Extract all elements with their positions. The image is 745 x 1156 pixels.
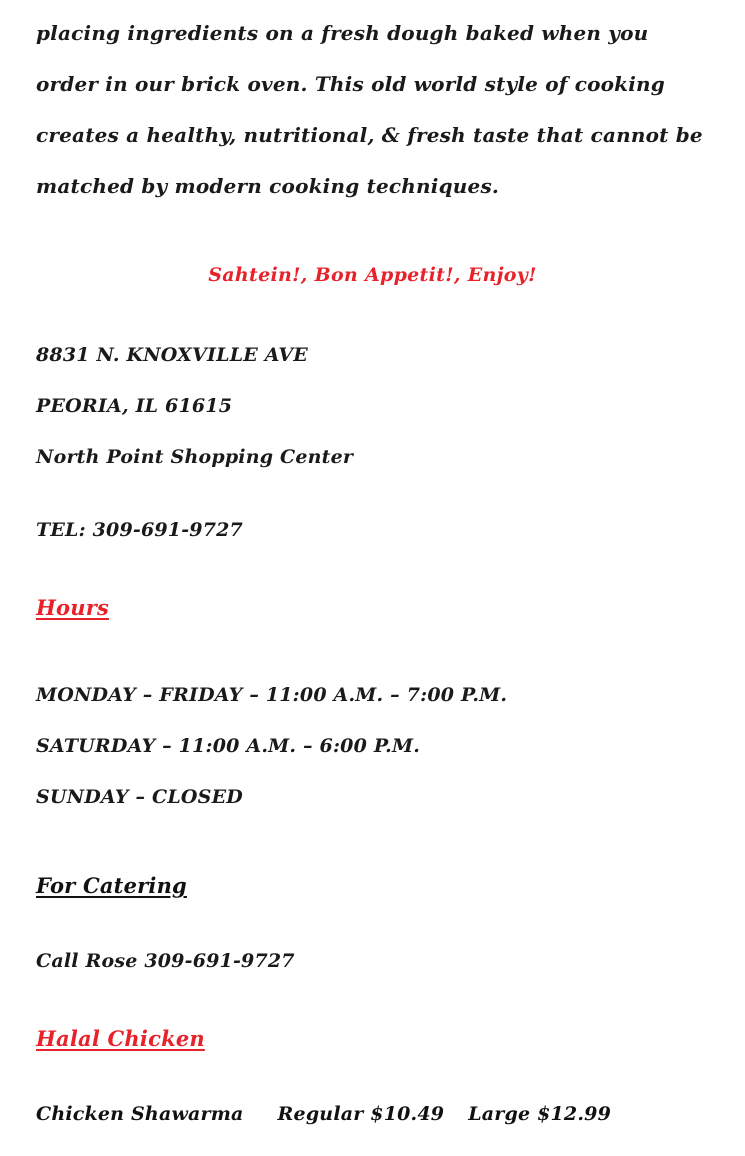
menu-item-price-large: Large $12.99 bbox=[468, 1103, 611, 1125]
hours-list bbox=[36, 620, 709, 823]
hours-line-sunday: SUNDAY – CLOSED bbox=[36, 786, 243, 808]
menu-item-price-regular: Regular $10.49 bbox=[277, 1103, 445, 1125]
hours-line-saturday: SATURDAY – 11:00 A.M. – 6:00 P.M. bbox=[36, 735, 421, 757]
tagline: Sahtein!, Bon Appetit!, Enjoy! bbox=[208, 264, 537, 286]
catering-contact: Call Rose 309-691-9727 bbox=[36, 950, 295, 972]
telephone: TEL: 309-691-9727 bbox=[36, 519, 243, 541]
catering-heading: For Catering bbox=[36, 873, 187, 898]
address-line-2: PEORIA, IL 61615 bbox=[36, 395, 233, 417]
address-line-1: 8831 N. KNOXVILLE AVE bbox=[36, 344, 308, 366]
menu-item-name: Chicken Shawarma bbox=[36, 1103, 244, 1125]
menu-item-row bbox=[36, 1051, 709, 1125]
hours-line-weekdays: MONDAY – FRIDAY – 11:00 A.M. – 7:00 P.M. bbox=[36, 684, 508, 706]
intro-paragraph: placing ingredients on a fresh dough baked when you order in our brick oven. This old world style of cooking creates a healthy, nutritional, & fresh taste that cannot be matched by modern cooking techniques. bbox=[36, 21, 703, 198]
hours-heading: Hours bbox=[36, 595, 110, 620]
address-line-3: North Point Shopping Center bbox=[36, 446, 354, 468]
address-block bbox=[36, 286, 709, 483]
halal-chicken-heading: Halal Chicken bbox=[36, 1026, 205, 1051]
